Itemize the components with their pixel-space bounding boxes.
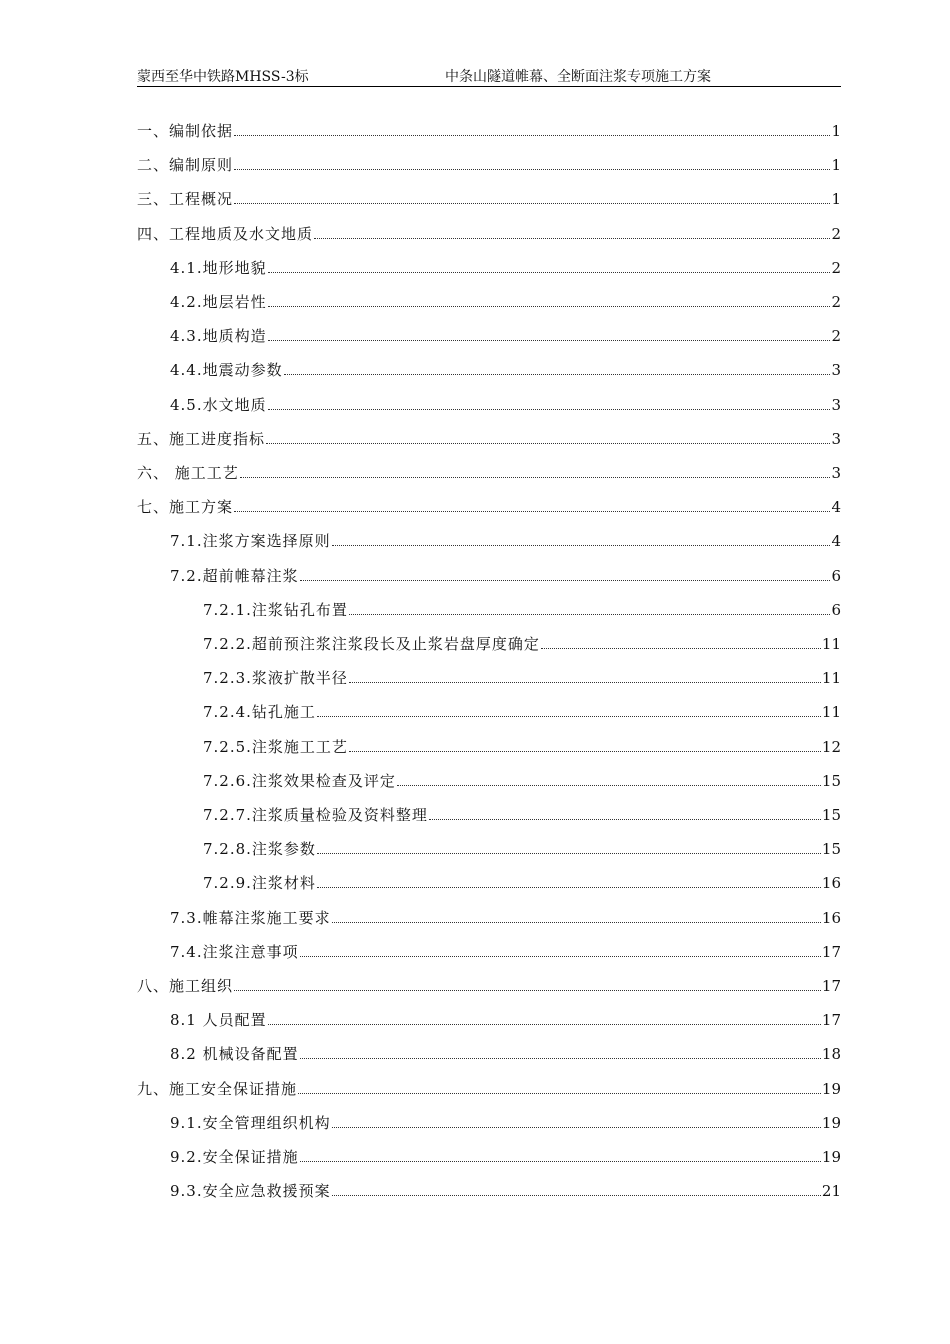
- toc-dot-leader: [317, 852, 821, 854]
- toc-entry-page-number: 19: [821, 1079, 841, 1098]
- toc-entry-page-number: 11: [821, 703, 841, 722]
- toc-entry-title: 9.1.安全管理组织机构: [170, 1113, 331, 1132]
- toc-dot-leader: [332, 921, 821, 923]
- toc-entry-page-number: 1: [831, 156, 841, 175]
- toc-entry[interactable]: [137, 701, 841, 725]
- toc-dot-leader: [234, 134, 830, 136]
- toc-entry[interactable]: [137, 359, 841, 383]
- toc-entry-title: 7.2.5.注浆施工工艺: [203, 737, 348, 756]
- toc-dot-leader: [349, 613, 831, 615]
- toc-dot-leader: [397, 784, 821, 786]
- toc-entry[interactable]: [137, 975, 841, 999]
- toc-entry-title: 7.1.注浆方案选择原则: [170, 532, 331, 551]
- toc-entry-page-number: 19: [821, 1113, 841, 1132]
- toc-entry[interactable]: [137, 872, 841, 896]
- toc-entry-title: 二、编制原则: [137, 156, 234, 175]
- toc-entry-page-number: 16: [821, 874, 841, 893]
- toc-entry-title: 五、施工进度指标: [137, 429, 266, 448]
- toc-entry[interactable]: [137, 565, 841, 589]
- toc-dot-leader: [314, 237, 830, 239]
- toc-entry[interactable]: [137, 907, 841, 931]
- toc-entry-page-number: 2: [831, 327, 841, 346]
- toc-dot-leader: [234, 510, 830, 512]
- toc-entry[interactable]: [137, 1180, 841, 1204]
- toc-entry-title: 7.2.7.注浆质量检验及资料整理: [203, 806, 428, 824]
- page-header: [137, 64, 841, 87]
- toc-entry-title: 一、编制依据: [137, 122, 234, 140]
- toc-dot-leader: [300, 1057, 821, 1059]
- toc-entry[interactable]: [137, 1043, 841, 1067]
- toc-entry-page-number: 1: [831, 122, 841, 140]
- toc-dot-leader: [268, 1023, 821, 1025]
- toc-dot-leader: [541, 647, 821, 649]
- toc-entry-title: 4.2.地层岩性: [170, 293, 267, 311]
- toc-entry[interactable]: [137, 257, 841, 281]
- toc-entry-title: 7.2.超前帷幕注浆: [170, 566, 299, 585]
- toc-entry-title: 8.1 人员配置: [170, 1011, 267, 1030]
- toc-entry-title: 7.4.注浆注意事项: [170, 942, 299, 961]
- toc-entry-page-number: 21: [821, 1182, 841, 1201]
- toc-entry-title: 7.2.6.注浆效果检查及评定: [203, 771, 396, 790]
- toc-entry[interactable]: [137, 770, 841, 794]
- toc-entry[interactable]: [137, 462, 841, 486]
- toc-entry[interactable]: [137, 804, 841, 828]
- toc-entry-title: 4.3.地质构造: [170, 327, 267, 346]
- toc-entry[interactable]: [137, 154, 841, 178]
- toc-entry-title: 4.4.地震动参数: [170, 361, 283, 380]
- toc-entry[interactable]: [137, 736, 841, 760]
- toc-dot-leader: [268, 408, 831, 410]
- toc-dot-leader: [349, 750, 821, 752]
- toc-dot-leader: [268, 305, 831, 307]
- toc-entry[interactable]: [137, 599, 841, 623]
- toc-entry-page-number: 11: [821, 635, 841, 653]
- toc-entry[interactable]: [137, 291, 841, 315]
- toc-entry-page-number: 2: [831, 224, 841, 243]
- toc-dot-leader: [268, 271, 831, 273]
- toc-entry-title: 8.2 机械设备配置: [170, 1045, 299, 1064]
- toc-entry-page-number: 6: [831, 566, 841, 585]
- toc-entry[interactable]: [137, 941, 841, 965]
- toc-entry-title: 六、 施工工艺: [137, 464, 239, 482]
- toc-entry[interactable]: [137, 325, 841, 349]
- toc-entry-page-number: 3: [831, 464, 841, 482]
- toc-entry-page-number: 2: [831, 258, 841, 277]
- toc-entry-page-number: 12: [821, 737, 841, 756]
- toc-dot-leader: [268, 339, 831, 341]
- toc-entry-title: 八、施工组织: [137, 977, 234, 995]
- toc-entry[interactable]: [137, 1009, 841, 1033]
- toc-dot-leader: [300, 1160, 821, 1162]
- toc-entry[interactable]: [137, 1078, 841, 1102]
- header-document-title: 中条山隧道帷幕、全断面注浆专项施工方案: [445, 69, 711, 85]
- toc-entry-title: 九、施工安全保证措施: [137, 1079, 298, 1098]
- toc-entry-title: 7.2.4.钻孔施工: [203, 703, 316, 722]
- toc-entry-page-number: 3: [831, 361, 841, 380]
- toc-dot-leader: [284, 373, 831, 375]
- toc-entry-title: 7.2.8.注浆参数: [203, 840, 316, 859]
- toc-entry-page-number: 6: [831, 600, 841, 619]
- toc-entry[interactable]: [137, 120, 841, 144]
- toc-dot-leader: [332, 1194, 821, 1196]
- toc-entry[interactable]: [137, 633, 841, 657]
- toc-dot-leader: [234, 202, 830, 204]
- toc-entry-title: 7.3.帷幕注浆施工要求: [170, 908, 331, 927]
- toc-entry[interactable]: [137, 496, 841, 520]
- toc-entry-page-number: 15: [821, 771, 841, 790]
- toc-entry-page-number: 4: [831, 498, 841, 517]
- toc-entry-page-number: 2: [831, 293, 841, 311]
- toc-entry-title: 9.2.安全保证措施: [170, 1148, 299, 1166]
- toc-entry-title: 四、工程地质及水文地质: [137, 224, 314, 243]
- toc-dot-leader: [300, 579, 831, 581]
- toc-entry-page-number: 1: [831, 190, 841, 209]
- toc-dot-leader: [300, 955, 821, 957]
- toc-entry[interactable]: [137, 188, 841, 212]
- toc-dot-leader: [332, 544, 831, 546]
- toc-entry-page-number: 3: [831, 395, 841, 414]
- toc-entry-page-number: 3: [831, 429, 841, 448]
- toc-dot-leader: [266, 442, 830, 444]
- toc-dot-leader: [332, 1126, 821, 1128]
- toc-entry-title: 4.5.水文地质: [170, 395, 267, 414]
- toc-entry[interactable]: [137, 394, 841, 418]
- toc-entry[interactable]: [137, 428, 841, 452]
- toc-entry-page-number: 19: [821, 1148, 841, 1166]
- toc-entry-page-number: 17: [821, 1011, 841, 1030]
- toc-dot-leader: [298, 1092, 821, 1094]
- toc-entry-page-number: 11: [821, 669, 841, 688]
- toc-entry-title: 三、工程概况: [137, 190, 234, 209]
- toc-entry-title: 4.1.地形地貌: [170, 258, 267, 277]
- toc-entry-title: 7.2.3.浆液扩散半径: [203, 669, 348, 688]
- toc-dot-leader: [234, 989, 821, 991]
- toc-entry[interactable]: [137, 667, 841, 691]
- toc-entry-page-number: 15: [821, 840, 841, 859]
- toc-entry-page-number: 4: [831, 532, 841, 551]
- toc-entry[interactable]: [137, 838, 841, 862]
- toc-dot-leader: [317, 715, 821, 717]
- toc-entry-page-number: 17: [821, 977, 841, 995]
- toc-entry-page-number: 17: [821, 942, 841, 961]
- toc-entry-page-number: 18: [821, 1045, 841, 1064]
- toc-entry[interactable]: [137, 530, 841, 554]
- toc-dot-leader: [429, 818, 821, 820]
- toc-dot-leader: [349, 681, 821, 683]
- toc-entry-title: 七、施工方案: [137, 498, 234, 517]
- toc-entry[interactable]: [137, 1112, 841, 1136]
- toc-entry-title: 7.2.2.超前预注浆注浆段长及止浆岩盘厚度确定: [203, 635, 540, 653]
- toc-entry[interactable]: [137, 1146, 841, 1170]
- toc-entry-page-number: 15: [821, 806, 841, 824]
- toc-entry-title: 9.3.安全应急救援预案: [170, 1182, 331, 1201]
- toc-dot-leader: [234, 168, 830, 170]
- toc-dot-leader: [240, 476, 831, 478]
- toc-entry-title: 7.2.1.注浆钻孔布置: [203, 600, 348, 619]
- toc-dot-leader: [317, 886, 821, 888]
- toc-entry-page-number: 16: [821, 908, 841, 927]
- toc-entry-title: 7.2.9.注浆材料: [203, 874, 316, 893]
- header-project-name: 蒙西至华中铁路MHSS-3标: [137, 69, 309, 85]
- toc-entry[interactable]: [137, 223, 841, 247]
